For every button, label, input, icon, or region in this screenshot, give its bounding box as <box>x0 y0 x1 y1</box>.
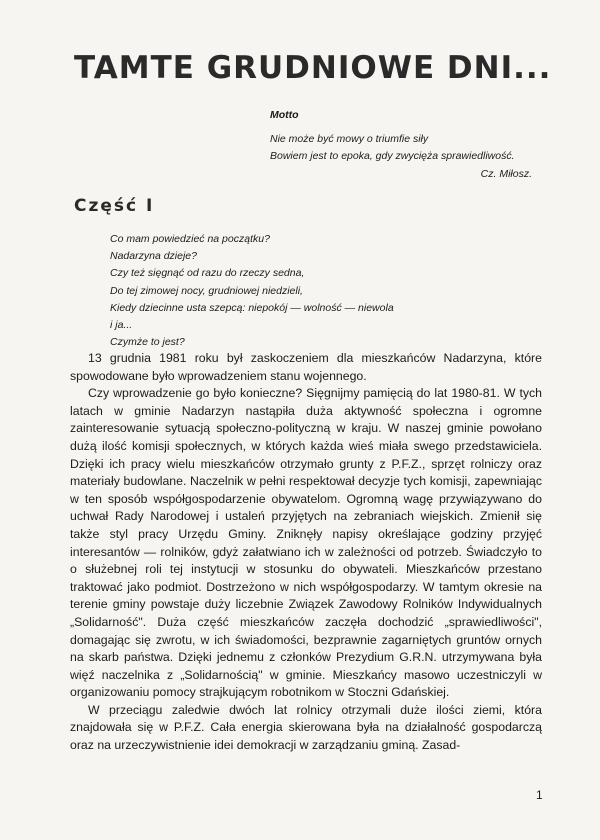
motto-line: Bowiem jest to epoka, gdy zwycięża sprawiedliwość. <box>270 150 515 162</box>
poem-line: Kiedy dziecinne usta szepcą: niepokój — wolność — niewola <box>110 301 394 314</box>
poem-line: Czymże to jest? <box>110 336 185 349</box>
paragraph: W przeciągu zaledwie dwóch lat rolnicy otrzymali duże ilości ziemi, która znajdowała się w P.F.Z. Cała energia skierowana była na działalność gospodarczą oraz na urzeczywistnienie idei demokracji w zarządzaniu gminą. Zasad- <box>70 702 542 753</box>
motto-line: Nie może być mowy o triumfie siły <box>270 133 429 145</box>
document-title: TAMTE GRUDNIOWE DNI... <box>74 50 552 86</box>
poem-line: Co mam powiedzieć na początku? <box>110 233 270 245</box>
section-heading: Część I <box>74 196 155 216</box>
poem-line: Nadarzyna dzieje? <box>110 250 197 263</box>
paragraph: 13 grudnia 1981 roku był zaskoczeniem dla mieszkańców Nadarzyna, które spowodowane było wprowadzeniem stanu wojennego. <box>70 351 542 383</box>
paragraph: Czy wprowadzenie go było konieczne? Sięgnijmy pamięcią do lat 1980-81. W tych latach w gminie Nadarzyn nastąpiła duża aktywność społeczna i ogromne zainteresowanie sytuacją społeczno-polityczną w kraju. W naszej gminie powołano dużą ilość komisji społecznych, w których każda wieś miała swego przedstawiciela. Dzięki ich pracy wielu mieszkańców otrzymało grunty z P.F.Z., sprzęt rolniczy oraz materiały budowlane. Naczelnik w pełni respektował decyzje tych komisji, zapewniając w ten sposób współgospodarzenie obywatelom. Ogromną wagę przywiązywano do uchwał Rady Narodowej i ustaleń przyjętych na zebraniach wiejskich. Zmienił się także styl pracy Urzędu Gminy. Zniknęły napisy określające godziny przyjęć interesantów — rolników, gdyż załatwiano ich w zależności od potrzeb. Świadczyło to o służebnej roli tej instytucji w stosunku do obywateli. Mieszkańców przestano traktować jako podmiot. Dostrzeżono w nich współgospodarzy. W tamtym okresie na terenie gminy powstaje duży liczebnie Związek Zawodowy Rolników Indywidualnych „Solidarność". Duża część mieszkańców zaczęła dochodzić „sprawiedliwości", domagając się zwrotu, w ich świadomości, bezprawnie zagarniętych gruntów ornych na skarb państwa. Dzięki jednemu z członków Prezydium G.R.N. utrzymywana była więź naczelnika z „Solidarnością" w gminie. Mieszkańcy masowo uczestniczyli w organizowaniu pomocy strajkującym robotnikom w Stoczni Gdańskiej. <box>70 386 542 700</box>
poem-block <box>110 231 394 351</box>
body-text <box>70 350 542 755</box>
motto-label: Motto <box>270 109 299 121</box>
page-number: 1 <box>536 788 543 802</box>
poem-line: i ja... <box>110 319 133 332</box>
poem-line: Czy też sięgnąć od razu do rzeczy sedna, <box>110 267 305 280</box>
motto-author: Cz. Miłosz. <box>480 168 532 180</box>
motto-block <box>270 109 570 183</box>
poem-line: Do tej zimowej nocy, grudniowej niedzieli, <box>110 284 303 297</box>
